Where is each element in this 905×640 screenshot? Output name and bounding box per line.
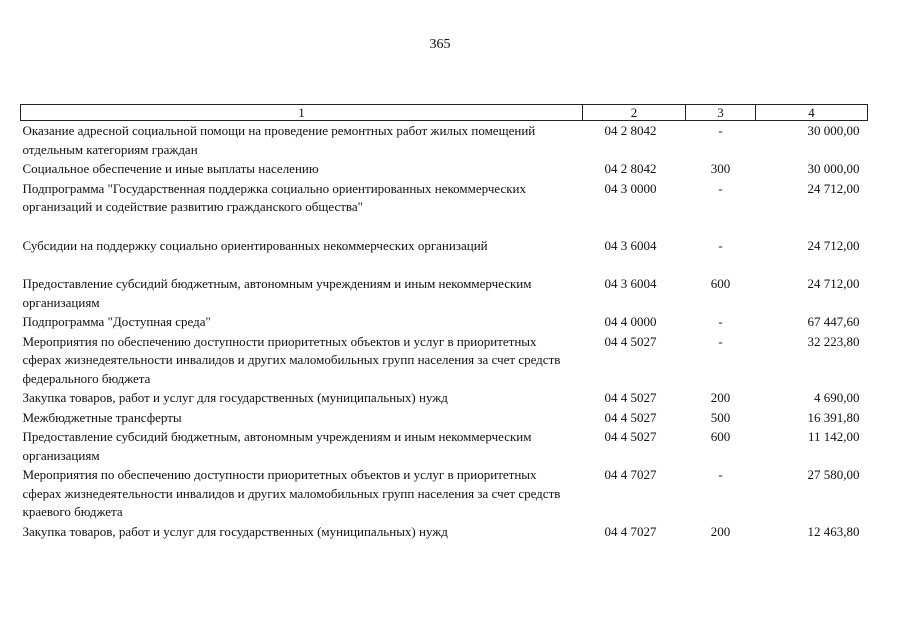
row-code: 04 4 5027 (604, 333, 657, 349)
row-code: 04 3 6004 (604, 276, 657, 291)
row-expense-type: 200 (710, 390, 731, 405)
table-row (21, 427, 868, 465)
table-row (21, 408, 868, 428)
row-amount: 24 712,00 (807, 276, 860, 291)
row-expense-type: 600 (710, 429, 731, 444)
table-row (21, 332, 868, 389)
row-expense-type: - (718, 123, 723, 138)
table-row (21, 522, 868, 542)
column-header-1: 1 (21, 105, 583, 121)
budget-table (20, 104, 868, 541)
row-description: Мероприятия по обеспечению доступности приоритетных объектов и услуг в приоритетных сферах жизнедеятельности инвалидов и других маломобильных групп населения за счет средств краевого бюджета (22, 467, 561, 519)
row-code: 04 4 5027 (604, 390, 657, 405)
row-description: Оказание адресной социальной помощи на проведение ремонтных работ жилых помещений отдельным категориям граждан (22, 123, 536, 157)
row-code: 04 3 6004 (604, 237, 657, 253)
row-description: Закупка товаров, работ и услуг для государственных (муниципальных) нужд (22, 523, 448, 539)
table-row (21, 217, 868, 256)
row-description: Межбюджетные трансферты (22, 409, 182, 425)
row-description: Закупка товаров, работ и услуг для государственных (муниципальных) нужд (22, 390, 448, 405)
row-amount: 24 712,00 (807, 180, 860, 196)
row-description: Мероприятия по обеспечению доступности приоритетных объектов и услуг в приоритетных сферах жизнедеятельности инвалидов и других маломобильных групп населения за счет средств федерального бюджета (22, 333, 561, 386)
row-description: Подпрограмма "Государственная поддержка социально ориентированных некоммерческих организаций и содействие развитию гражданского общества" (22, 180, 526, 214)
row-amount: 30 000,00 (807, 123, 860, 138)
row-amount: 16 391,80 (807, 409, 860, 425)
table-row (21, 121, 868, 160)
row-code: 04 4 5027 (604, 429, 657, 444)
row-expense-type: 200 (710, 523, 731, 539)
table-row (21, 312, 868, 332)
row-description: Субсидии на поддержку социально ориентированных некоммерческих организаций (22, 237, 488, 253)
table-header-row (21, 105, 868, 121)
row-amount: 27 580,00 (807, 467, 860, 482)
row-expense-type: 600 (710, 276, 731, 291)
column-header-2: 2 (583, 105, 686, 121)
row-expense-type: - (718, 180, 723, 196)
row-expense-type: - (718, 333, 723, 349)
row-code: 04 4 5027 (604, 409, 657, 425)
column-header-4: 4 (756, 105, 868, 121)
row-expense-type: 500 (710, 409, 731, 425)
row-expense-type: - (718, 467, 723, 482)
row-amount: 67 447,60 (807, 314, 860, 329)
table-row (21, 465, 868, 522)
row-amount: 11 142,00 (807, 429, 860, 444)
row-code: 04 4 0000 (604, 314, 657, 329)
row-code: 04 2 8042 (604, 161, 657, 176)
row-code: 04 4 7027 (604, 467, 657, 482)
row-code: 04 2 8042 (604, 123, 657, 138)
row-description: Предоставление субсидий бюджетным, автономным учреждениям и иным некоммерческим организациям (22, 429, 532, 463)
table-row (21, 179, 868, 217)
row-description: Социальное обеспечение и иные выплаты населению (22, 161, 319, 176)
row-amount: 30 000,00 (807, 161, 860, 176)
table-row (21, 255, 868, 312)
row-code: 04 3 0000 (604, 180, 657, 196)
row-description: Подпрограмма "Доступная среда" (22, 314, 211, 329)
row-amount: 32 223,80 (807, 333, 860, 349)
row-expense-type: 300 (710, 161, 731, 176)
table-row (21, 388, 868, 408)
row-expense-type: - (718, 237, 723, 253)
row-expense-type: - (718, 314, 723, 329)
page-number: 365 (429, 37, 451, 52)
row-amount: 12 463,80 (807, 523, 860, 539)
row-description: Предоставление субсидий бюджетным, автономным учреждениям и иным некоммерческим организациям (22, 276, 532, 310)
column-header-3: 3 (686, 105, 756, 121)
table-row (21, 159, 868, 179)
row-code: 04 4 7027 (604, 523, 657, 539)
row-amount: 4 690,00 (814, 390, 860, 405)
row-amount: 24 712,00 (807, 237, 860, 253)
